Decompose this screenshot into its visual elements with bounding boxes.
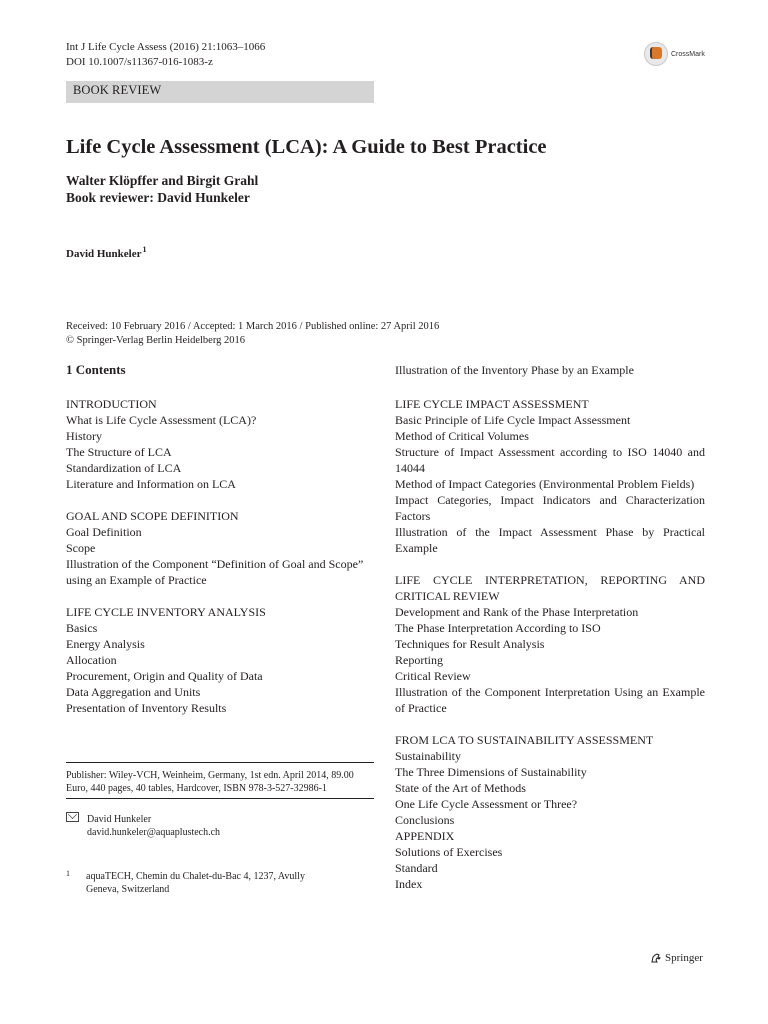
springer-text: Springer bbox=[665, 952, 703, 964]
toc-entry: Index bbox=[395, 877, 423, 891]
book-authors: Walter Klöpffer and Birgit Grahl bbox=[66, 173, 259, 188]
toc-entry: Reporting bbox=[395, 653, 443, 667]
toc-entry: One Life Cycle Assessment or Three? bbox=[395, 797, 578, 811]
toc-entry: Basic Principle of Life Cycle Impact Assessment bbox=[395, 413, 631, 427]
toc-entry: Illustration of the Component “Definition of Goal and Scope” bbox=[66, 557, 364, 571]
section-banner bbox=[66, 81, 374, 103]
toc-entry: Literature and Information on LCA bbox=[66, 477, 236, 491]
toc-entry: Illustration of the Impact Assessment Phase by Practical Example bbox=[395, 525, 705, 555]
toc-entry: using an Example of Practice bbox=[66, 573, 207, 587]
toc-entry: Procurement, Origin and Quality of Data bbox=[66, 669, 263, 683]
toc-entry: Method of Critical Volumes bbox=[395, 429, 529, 443]
toc-entry: What is Life Cycle Assessment (LCA)? bbox=[66, 413, 257, 427]
toc-entry: Method of Impact Categories (Environmental Problem Fields) bbox=[395, 477, 695, 491]
toc-entry: The Structure of LCA bbox=[66, 445, 172, 459]
toc-entry: Presentation of Inventory Results bbox=[66, 701, 227, 715]
publisher-note bbox=[66, 769, 378, 795]
toc-entry: Conclusions bbox=[395, 813, 455, 827]
contents-left-column bbox=[66, 396, 378, 716]
toc-entry: Critical Review bbox=[395, 669, 471, 683]
toc-entry: State of the Art of Methods bbox=[395, 781, 526, 795]
contact-name: David Hunkeler bbox=[87, 814, 152, 825]
history-dates: Received: 10 February 2016 / Accepted: 1 March 2016 / Published online: 27 April 2016 bbox=[66, 321, 440, 332]
affiliation-footnote bbox=[66, 867, 305, 896]
group-spacer bbox=[66, 588, 378, 604]
toc-entry: Basics bbox=[66, 621, 98, 635]
toc-section-heading: LIFE CYCLE INVENTORY ANALYSIS bbox=[66, 605, 266, 619]
authors-block bbox=[66, 172, 258, 206]
toc-entry: Structure of Impact Assessment according to ISO 14040 and 14044 bbox=[395, 445, 705, 475]
publisher-line-1: Publisher: Wiley-VCH, Weinheim, Germany, 1st edn. April 2014, 89.00 bbox=[66, 770, 354, 781]
footnote-rule-2 bbox=[66, 798, 374, 799]
toc-entry: Development and Rank of the Phase Interpretation bbox=[395, 605, 639, 619]
reviewer-name: David Hunkeler bbox=[66, 248, 142, 260]
toc-entry: APPENDIX bbox=[395, 829, 455, 843]
toc-section-heading: LIFE CYCLE INTERPRETATION, REPORTING AND CRITICAL REVIEW bbox=[395, 573, 705, 603]
toc-section-heading: GOAL AND SCOPE DEFINITION bbox=[66, 509, 239, 523]
contact-email[interactable]: david.hunkeler@aquaplustech.ch bbox=[87, 827, 221, 838]
group-spacer bbox=[395, 556, 705, 572]
group-spacer bbox=[395, 716, 705, 732]
toc-entry: Standardization of LCA bbox=[66, 461, 182, 475]
doi-line: DOI 10.1007/s11367-016-1083-z bbox=[66, 56, 213, 68]
toc-entry: The Three Dimensions of Sustainability bbox=[395, 765, 587, 779]
toc-entry: The Phase Interpretation According to ISO bbox=[395, 621, 601, 635]
publisher-line-2: Euro, 440 pages, 40 tables, Hardcover, ISBN 978-3-527-32986-1 bbox=[66, 783, 327, 794]
section-label: BOOK REVIEW bbox=[73, 83, 162, 97]
journal-citation bbox=[66, 40, 265, 70]
springer-horse-icon bbox=[650, 952, 662, 964]
toc-entry: Allocation bbox=[66, 653, 117, 667]
affiliation-mark: 1 bbox=[142, 245, 147, 254]
contents-right-column bbox=[395, 396, 705, 892]
copyright-line: © Springer-Verlag Berlin Heidelberg 2016 bbox=[66, 334, 246, 346]
toc-section-heading: FROM LCA TO SUSTAINABILITY ASSESSMENT bbox=[395, 733, 654, 747]
envelope-icon bbox=[66, 812, 79, 822]
toc-section-heading: INTRODUCTION bbox=[66, 397, 157, 411]
toc-entry: Goal Definition bbox=[66, 525, 142, 539]
crossmark-badge[interactable] bbox=[644, 42, 705, 66]
affiliation-number: 1 bbox=[66, 869, 70, 878]
contents-right-top-item: Illustration of the Inventory Phase by an Example bbox=[395, 363, 634, 377]
article-dates bbox=[66, 320, 439, 347]
crossmark-label: CrossMark bbox=[671, 50, 705, 58]
toc-section-heading: LIFE CYCLE IMPACT ASSESSMENT bbox=[395, 397, 589, 411]
toc-entry: Data Aggregation and Units bbox=[66, 685, 201, 699]
affiliation-line-1: aquaTECH, Chemin du Chalet-du-Bac 4, 1237, Avully bbox=[86, 871, 305, 882]
toc-entry: History bbox=[66, 429, 102, 443]
contents-heading: 1 Contents bbox=[66, 362, 126, 377]
toc-entry: Energy Analysis bbox=[66, 637, 145, 651]
toc-entry: Scope bbox=[66, 541, 96, 555]
journal-line: Int J Life Cycle Assess (2016) 21:1063–1066 bbox=[66, 41, 266, 53]
crossmark-icon bbox=[644, 42, 668, 66]
article-title: Life Cycle Assessment (LCA): A Guide to Best Practice bbox=[66, 136, 547, 158]
footnote-rule bbox=[66, 762, 374, 763]
toc-entry: Standard bbox=[395, 861, 438, 875]
springer-logo bbox=[650, 952, 703, 964]
affiliation-line-2: Geneva, Switzerland bbox=[86, 884, 170, 895]
group-spacer bbox=[66, 492, 378, 508]
toc-entry: Solutions of Exercises bbox=[395, 845, 503, 859]
reviewer-byline bbox=[66, 245, 146, 260]
toc-entry: Impact Categories, Impact Indicators and Characterization Factors bbox=[395, 493, 705, 523]
toc-entry: Techniques for Result Analysis bbox=[395, 637, 545, 651]
toc-entry: Illustration of the Component Interpretation Using an Example of Practice bbox=[395, 685, 705, 715]
toc-entry: Sustainability bbox=[395, 749, 461, 763]
contact-block bbox=[66, 812, 220, 839]
book-reviewer-line: Book reviewer: David Hunkeler bbox=[66, 190, 250, 205]
